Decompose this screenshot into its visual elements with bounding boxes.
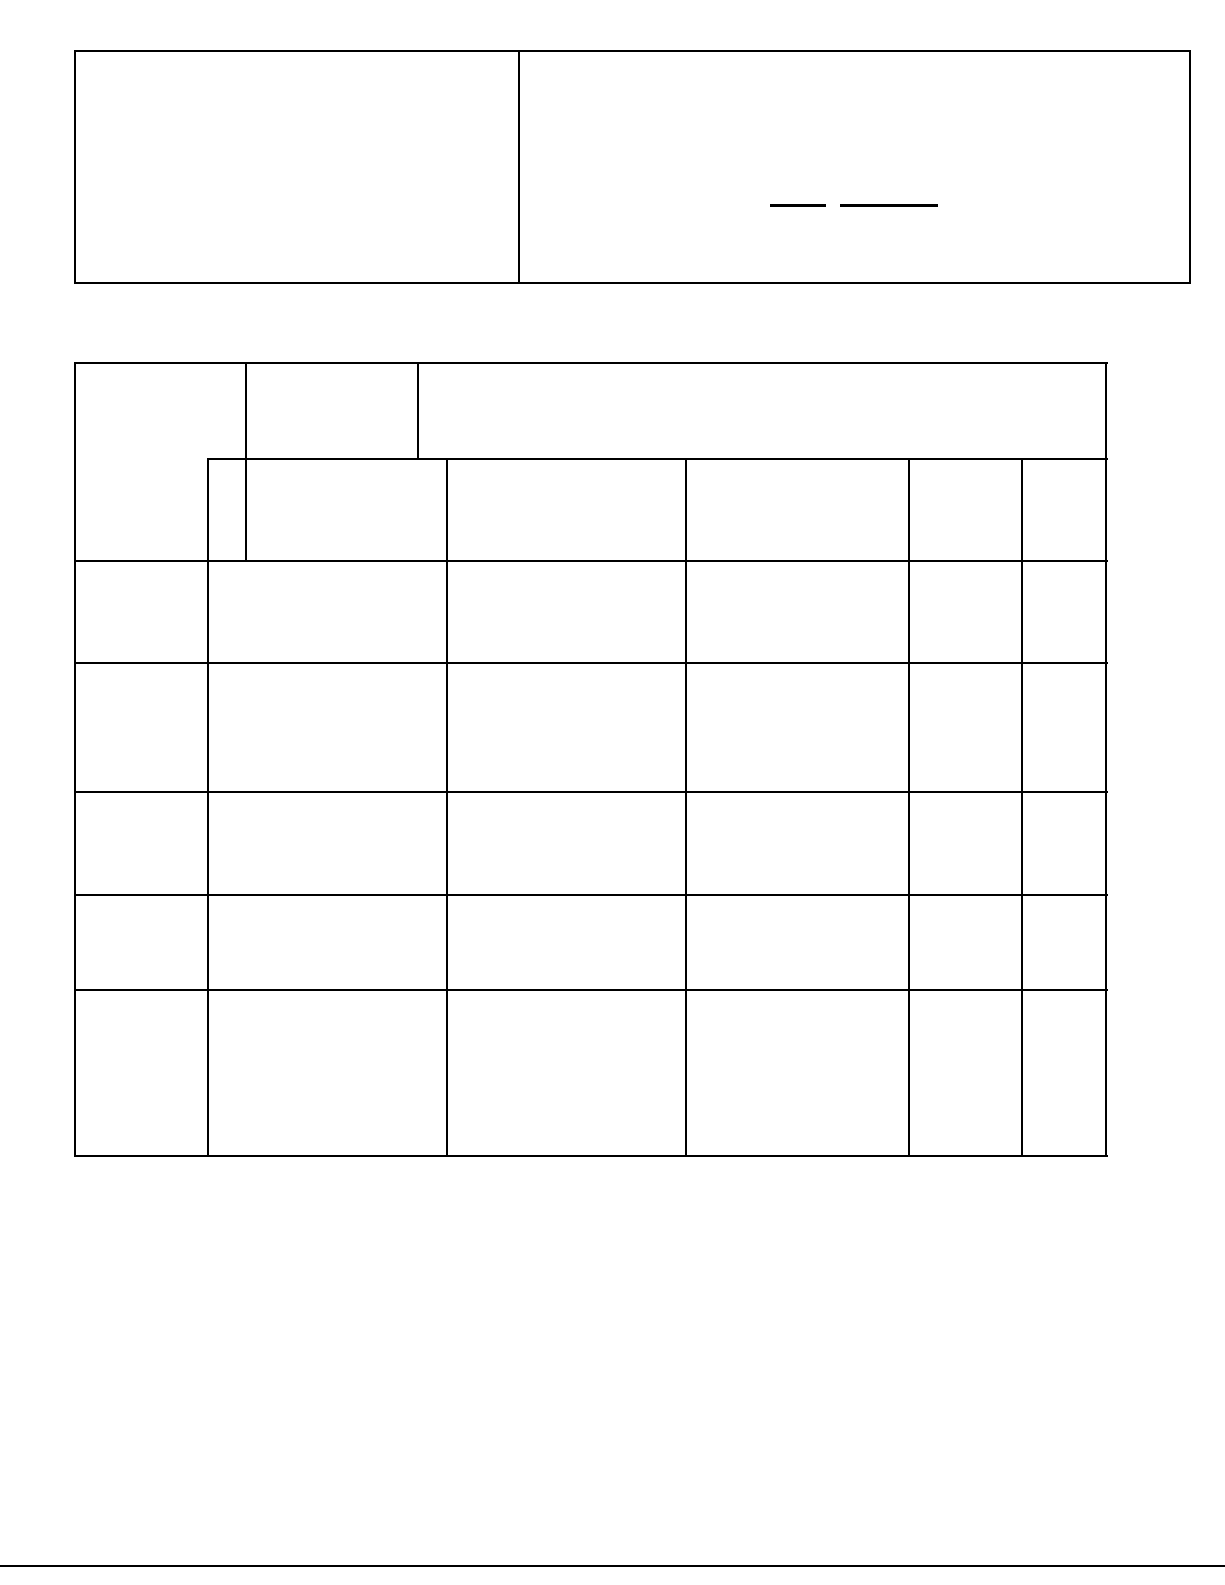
table-right-border: [1105, 362, 1107, 1157]
header-box-right-border: [1189, 50, 1191, 284]
table-row-divider: [74, 894, 1108, 896]
header-box-top-border: [74, 50, 1191, 52]
blank-line-long: [840, 204, 938, 207]
column-divider: [446, 458, 448, 1157]
table-row-divider: [74, 989, 1108, 991]
column-divider: [908, 458, 910, 1157]
column-divider: [1021, 458, 1023, 1157]
header-box-bottom-border: [74, 282, 1191, 284]
table-bottom-border: [74, 1155, 1108, 1157]
header-box-left-border: [74, 50, 76, 284]
table-row-divider: [74, 791, 1108, 793]
table-row-divider: [74, 560, 1108, 562]
column-divider: [207, 458, 209, 1157]
page-bottom-rule: [0, 1565, 1225, 1567]
header-row-divider: [208, 458, 1108, 460]
header-box-divider: [518, 50, 520, 284]
table-top-border: [74, 362, 1108, 364]
column-divider: [417, 362, 419, 460]
column-divider: [245, 362, 247, 562]
table-row-divider: [74, 662, 1108, 664]
column-divider: [685, 458, 687, 1157]
blank-line-short: [770, 204, 826, 207]
table-left-border: [74, 362, 76, 1157]
